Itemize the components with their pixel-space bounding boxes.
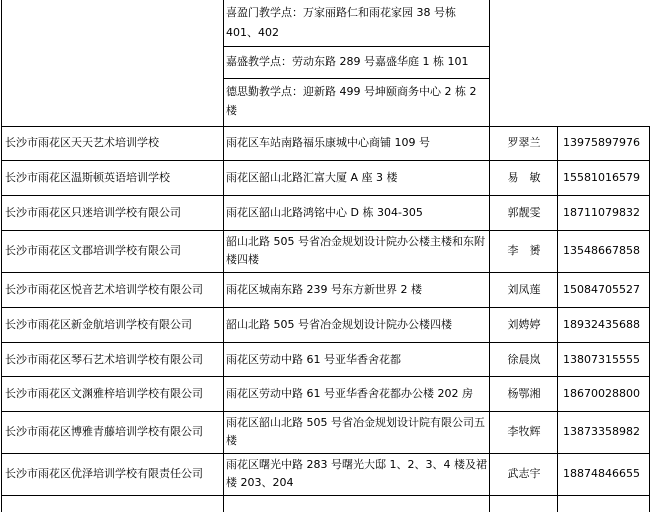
school-address: 雨花区城南东路 239 号东方新世界 2 楼 <box>226 283 422 296</box>
column-divider-contact <box>557 126 558 512</box>
table-border-right <box>649 126 650 512</box>
contact-phone: 13807315555 <box>563 353 640 366</box>
school-address: 韶山北路 505 号省冶金规划设计院办公楼四楼 <box>226 318 452 331</box>
top-block-divider-2 <box>223 78 490 79</box>
school-name: 长沙市雨花区天天艺术培训学校 <box>5 136 159 149</box>
contact-person: 刘娉婷 <box>507 318 541 331</box>
row-line <box>1 272 650 273</box>
contact-phone: 13873358982 <box>563 425 640 438</box>
school-address: 雨花区劳动中路 61 号亚华香舍花都办公楼 202 房 <box>226 387 473 400</box>
contact-phone: 13975897976 <box>563 136 640 149</box>
contact-person: 李 赟 <box>507 244 541 257</box>
row-line <box>1 126 650 127</box>
school-name: 长沙市雨花区只迷培训学校有限公司 <box>5 206 181 219</box>
school-name: 长沙市雨花区博雅青藤培训学校有限公司 <box>5 425 203 438</box>
row-line <box>1 453 650 454</box>
contact-phone: 18874846655 <box>563 467 640 480</box>
row-line <box>1 195 650 196</box>
contact-phone: 18670028800 <box>563 387 640 400</box>
contact-person: 罗翠兰 <box>507 136 541 149</box>
contact-phone: 18711079832 <box>563 206 640 219</box>
school-address: 雨花区韶山北路汇富大厦 A 座 3 楼 <box>226 171 398 184</box>
contact-person: 徐晨岚 <box>507 353 541 366</box>
school-address: 雨花区韶山北路 505 号省冶金规划设计院有限公司五楼 <box>226 416 485 447</box>
column-divider-name <box>223 0 224 512</box>
school-name: 长沙市雨花区优泽培训学校有限责任公司 <box>5 467 203 480</box>
school-name: 长沙市雨花区新金航培训学校有限公司 <box>5 318 192 331</box>
school-name: 长沙市雨花区悦音艺术培训学校有限公司 <box>5 283 203 296</box>
school-name: 长沙市雨花区文郡培训学校有限公司 <box>5 244 181 257</box>
teaching-point-line: 喜盈门教学点：万家丽路仁和雨花家园 38 号栋 <box>226 6 456 19</box>
teaching-point-line: 嘉盛教学点：劳动东路 289 号嘉盛华庭 1 栋 101 <box>226 55 469 68</box>
top-block-divider-1 <box>223 46 490 47</box>
row-line <box>1 230 650 231</box>
contact-person: 杨鄂湘 <box>507 387 541 400</box>
school-address: 雨花区韶山北路鸿铭中心 D 栋 304-305 <box>226 206 423 219</box>
contact-phone: 15084705527 <box>563 283 640 296</box>
teaching-point-line: 401、402 <box>226 26 279 39</box>
school-name: 长沙市雨花区琴石艺术培训学校有限公司 <box>5 353 203 366</box>
contact-person: 易 敏 <box>507 171 541 184</box>
row-line <box>1 342 650 343</box>
contact-person: 李牧辉 <box>507 425 541 438</box>
teaching-point-line: 楼 <box>226 104 237 117</box>
school-address: 雨花区劳动中路 61 号亚华香舍花都 <box>226 353 401 366</box>
contact-phone: 13548667858 <box>563 244 640 257</box>
contact-phone: 18932435688 <box>563 318 640 331</box>
contact-person: 郭靓雯 <box>507 206 541 219</box>
row-line <box>1 160 650 161</box>
row-line <box>1 411 650 412</box>
contact-phone: 15581016579 <box>563 171 640 184</box>
column-divider-address <box>489 0 490 512</box>
school-address: 韶山北路 505 号省冶金规划设计院办公楼主楼和东附楼四楼 <box>226 235 485 266</box>
row-line <box>1 307 650 308</box>
contact-person: 刘凤莲 <box>507 283 541 296</box>
school-address: 雨花区车站南路福乐康城中心商铺 109 号 <box>226 136 430 149</box>
row-line <box>1 495 650 496</box>
school-address: 雨花区曙光中路 283 号曙光大邸 1、2、3、4 楼及裙楼 203、204 <box>226 458 487 489</box>
row-line <box>1 376 650 377</box>
contact-person: 武志宇 <box>507 467 541 480</box>
table-border-left <box>1 0 2 512</box>
school-name: 长沙市雨花区温斯顿英语培训学校 <box>5 171 170 184</box>
teaching-point-line: 德思勤教学点：迎新路 499 号坤颐商务中心 2 栋 2 <box>226 85 477 98</box>
school-name: 长沙市雨花区文渊雅梓培训学校有限公司 <box>5 387 203 400</box>
